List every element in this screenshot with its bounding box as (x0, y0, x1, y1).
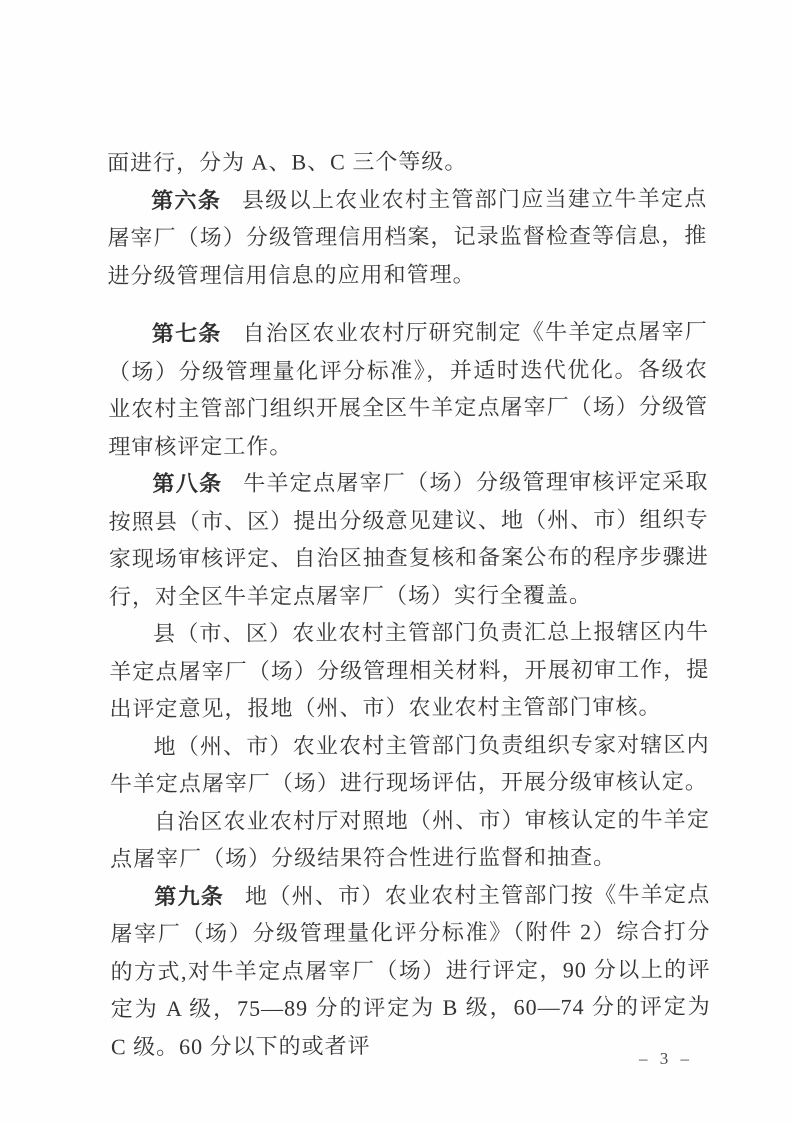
article-7-text: 自治区农业农村厅研究制定《牛羊定点屠宰厂（场）分级管理量化评分标准》，并适时迭代优化。各级农业农村主管部门组织开展全区牛羊定点屠宰厂（场）分级管理审核评定工作。 (107, 318, 709, 459)
article-9-text: 地（州、市）农业农村主管部门按《牛羊定点屠宰厂（场）分级管理量化评分标准》（附件 2）综合打分的方式,对牛羊定点屠宰厂（场）进行评定，90 分以上的评定为 A 级，75—89 分的评定为 B 级，60—74 分的评定为 C 级。60 分以下的或者评 (110, 881, 711, 1059)
article-6-label: 第六条 (151, 187, 222, 213)
article-6-text: 县级以上农业农村主管部门应当建立牛羊定点屠宰厂（场）分级管理信用档案，记录监督检查等信息，推进分级管理信用信息的应用和管理。 (107, 185, 708, 288)
article-8-label: 第八条 (152, 470, 223, 497)
paragraph-county-duties: 县（市、区）农业农村主管部门负责汇总上报辖区内牛羊定点屠宰厂（场）分级管理相关材料，开展初审工作，提出评定意见，报地（州、市）农业农村主管部门审核。 (109, 618, 710, 722)
paragraph-article-9 (110, 875, 711, 1065)
paragraph-article-7 (108, 313, 709, 466)
article-7-label: 第七条 (151, 320, 222, 347)
paragraph-region-supervision: 自治区农业农村厅对照地（州、市）审核认定的牛羊定点屠宰厂（场）分级结果符合性进行监督和抽查。 (110, 806, 711, 872)
paragraph-article-6 (107, 179, 707, 294)
paragraph-prefecture-duties: 地（州、市）农业农村主管部门负责组织专家对辖区内牛羊定点屠宰厂（场）进行现场评估，开展分级审核认定。 (109, 731, 710, 797)
document-body (107, 142, 711, 1066)
article-8-text: 牛羊定点屠宰厂（场）分级管理审核评定采取按照县（市、区）提出分级意见建议、地（州、市）组织专家现场审核评定、自治区抽查复核和备案公布的程序步骤进行，对全区牛羊定点屠宰厂（场）实行全覆盖。 (108, 468, 709, 609)
paragraph-continuation: 面进行，分为 A、B、C 三个等级。 (107, 148, 468, 176)
page-number: – 3 – (639, 1049, 693, 1068)
article-9-label: 第九条 (154, 883, 225, 909)
paragraph-article-8 (108, 463, 709, 616)
